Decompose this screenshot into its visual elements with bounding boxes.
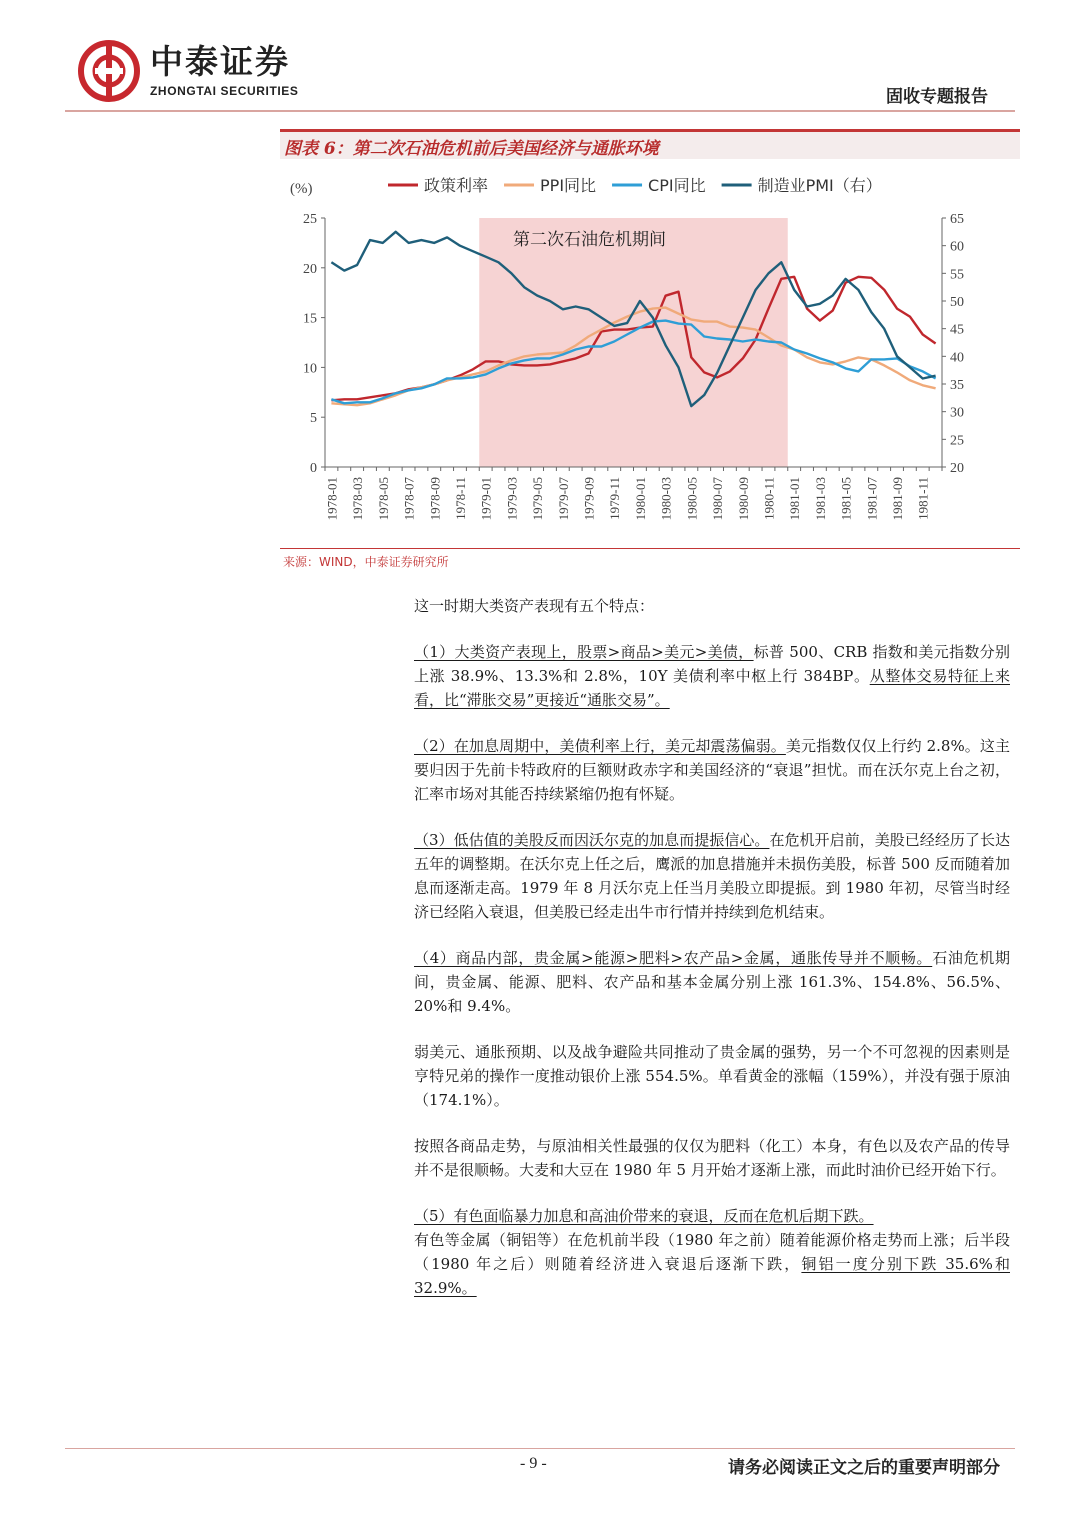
page-number: - 9 - bbox=[520, 1455, 547, 1472]
x-axis-tick-label: 1980-01 bbox=[632, 477, 648, 521]
point-2 bbox=[414, 734, 1010, 806]
brand bbox=[150, 42, 299, 98]
point-1-heading: （1）大类资产表现上，股票>商品>美元>美债， bbox=[414, 643, 754, 661]
x-axis-tick-label: 1978-09 bbox=[427, 477, 443, 521]
point-3-text: 在危机开启前，美股已经经历了长达五年的调整期。在沃尔克上任之后，鹰派的加息措施并未损伤美股，标普 500 反而随着加息而逐渐走高。1979 年 8 月沃尔克上任当月美股立即提振。到 1980 年初，尽管当时经济已经陷入衰退，但美股已经走出牛市行情并持续到危机结束。 bbox=[414, 831, 1010, 921]
right-axis-tick-label: 35 bbox=[950, 378, 964, 393]
left-axis-unit: (%) bbox=[290, 181, 313, 197]
legend-label-4: 制造业PMI（右） bbox=[757, 176, 882, 195]
legend-label-3: CPI同比 bbox=[648, 176, 706, 195]
right-axis-tick-label: 65 bbox=[950, 212, 964, 227]
figure-title-bar bbox=[280, 129, 1020, 159]
right-axis-tick-label: 50 bbox=[950, 295, 964, 310]
figure-source: 来源：WIND，中泰证券研究所 bbox=[283, 555, 449, 569]
point-4-text: 石油危机期间，贵金属、能源、肥料、农产品和基本金属分别上涨 161.3%、154.8%、56.5%、20%和 9.4%。 bbox=[414, 949, 1010, 1015]
point-5-heading-line bbox=[414, 1204, 1010, 1228]
x-axis-tick-label: 1981-07 bbox=[864, 477, 880, 521]
x-axis-tick-label: 1978-05 bbox=[375, 477, 391, 521]
x-axis-tick-label: 1980-09 bbox=[735, 477, 751, 521]
x-axis-tick-label: 1980-07 bbox=[710, 477, 726, 521]
x-axis-tick-label: 1979-11 bbox=[607, 477, 623, 520]
brand-name-cn: 中泰证券 bbox=[150, 42, 290, 81]
x-axis-tick-label: 1978-01 bbox=[324, 477, 340, 521]
brand-name-en: ZHONGTAI SECURITIES bbox=[150, 84, 299, 98]
point-1 bbox=[414, 640, 1010, 712]
x-axis-tick-label: 1981-01 bbox=[787, 477, 803, 521]
point-5-heading: （5）有色面临暴力加息和高油价带来的衰退，反而在危机后期下跌。 bbox=[414, 1207, 874, 1225]
body-text bbox=[414, 594, 1010, 1322]
x-axis-tick-label: 1979-09 bbox=[581, 477, 597, 521]
left-axis-tick-label: 10 bbox=[303, 361, 317, 377]
left-axis-tick-label: 0 bbox=[310, 461, 317, 476]
report-type: 固收专题报告 bbox=[886, 87, 988, 107]
intro-paragraph: 这一时期大类资产表现有五个特点： bbox=[414, 597, 655, 615]
x-axis-tick-label: 1979-07 bbox=[555, 477, 571, 521]
right-axis-tick-label: 60 bbox=[950, 239, 964, 255]
x-axis-tick-label: 1978-03 bbox=[350, 477, 366, 521]
chart-svg bbox=[280, 165, 1020, 555]
x-axis-tick-label: 1981-03 bbox=[812, 477, 828, 521]
x-axis-tick-label: 1980-05 bbox=[684, 477, 700, 521]
legend-label-2: PPI同比 bbox=[540, 176, 597, 195]
point-2-heading: （2）在加息周期中，美债利率上行，美元却震荡偏弱。 bbox=[414, 737, 786, 755]
point-5-text: 有色等金属（铜铝等）在危机前半段（1980 年之前）随着能源价格走势而上涨；后半段（1980 年之后）则随着经济进入衰退后逐渐下跌， bbox=[414, 1231, 1010, 1273]
x-axis-tick-label: 1980-11 bbox=[761, 477, 777, 520]
right-axis-tick-label: 55 bbox=[950, 267, 964, 283]
figure-title: 图表 6：第二次石油危机前后美国经济与通胀环境 bbox=[284, 139, 659, 159]
left-axis-tick-label: 25 bbox=[303, 212, 317, 227]
x-axis-tick-label: 1979-03 bbox=[504, 477, 520, 521]
paragraph-precious-metals: 弱美元、通胀预期、以及战争避险共同推动了贵金属的强势，另一个不可忽视的因素则是亨特兄弟的操作一度推动银价上涨 554.5%。单看黄金的涨幅（159%），并没有强于原油（174.1%）。 bbox=[414, 1043, 1010, 1109]
point-5 bbox=[414, 1228, 1010, 1300]
x-axis-tick-label: 1978-07 bbox=[401, 477, 417, 521]
point-4 bbox=[414, 946, 1010, 1018]
source-divider bbox=[280, 548, 1020, 549]
footer-divider bbox=[65, 1448, 1015, 1449]
point-1-conclusion: 从整体交易特征上来看，比“滞胀交易”更接近“通胀交易”。 bbox=[414, 667, 1010, 709]
header-divider bbox=[65, 110, 1015, 112]
right-axis-tick-label: 45 bbox=[950, 322, 964, 338]
crisis-period-label: 第二次石油危机期间 bbox=[513, 230, 666, 250]
x-axis-tick-label: 1981-09 bbox=[890, 477, 906, 521]
left-axis-tick-label: 20 bbox=[303, 261, 317, 277]
point-4-heading: （4）商品内部，贵金属>能源>肥料>农产品>金属，通胀传导并不顺畅。 bbox=[414, 949, 933, 967]
point-1-text: 标普 500、CRB 指数和美元指数分别上涨 38.9%、13.3%和 2.8%，10Y 美债利率中枢上行 384BP。 bbox=[414, 643, 1010, 685]
x-axis-tick-label: 1980-03 bbox=[658, 477, 674, 521]
x-axis-tick-label: 1981-11 bbox=[915, 477, 931, 520]
right-axis-tick-label: 25 bbox=[950, 433, 964, 449]
footer-disclaimer: 请务必阅读正文之后的重要声明部分 bbox=[728, 1458, 1000, 1478]
zhongtai-logo-icon bbox=[78, 40, 140, 102]
right-axis-tick-label: 40 bbox=[950, 350, 964, 366]
left-axis-tick-label: 15 bbox=[303, 311, 317, 327]
chart bbox=[280, 165, 1020, 555]
right-axis-tick-label: 20 bbox=[950, 461, 964, 476]
point-2-text: 美元指数仅仅上行约 2.8%。这主要归因于先前卡特政府的巨额财政赤字和美国经济的“衰退”担忧。而在沃尔克上台之初，汇率市场对其能否持续紧缩仍抱有怀疑。 bbox=[414, 737, 1010, 803]
point-3-heading: （3）低估值的美股反而因沃尔克的加息而提振信心。 bbox=[414, 831, 770, 849]
point-5-conclusion: 铜铝一度分别下跌 35.6%和 32.9%。 bbox=[414, 1255, 1010, 1297]
legend-label-1: 政策利率 bbox=[424, 176, 489, 195]
point-3 bbox=[414, 828, 1010, 924]
x-axis-tick-label: 1979-01 bbox=[478, 477, 494, 521]
right-axis-tick-label: 30 bbox=[950, 405, 964, 421]
left-axis-tick-label: 5 bbox=[310, 411, 317, 427]
x-axis-tick-label: 1978-11 bbox=[452, 477, 468, 520]
x-axis-tick-label: 1979-05 bbox=[530, 477, 546, 521]
x-axis-tick-label: 1981-05 bbox=[838, 477, 854, 521]
paragraph-commodity-transmission: 按照各商品走势，与原油相关性最强的仅仅为肥料（化工）本身，有色以及农产品的传导并不是很顺畅。大麦和大豆在 1980 年 5 月开始才逐渐上涨，而此时油价已经开始下行。 bbox=[414, 1137, 1010, 1179]
